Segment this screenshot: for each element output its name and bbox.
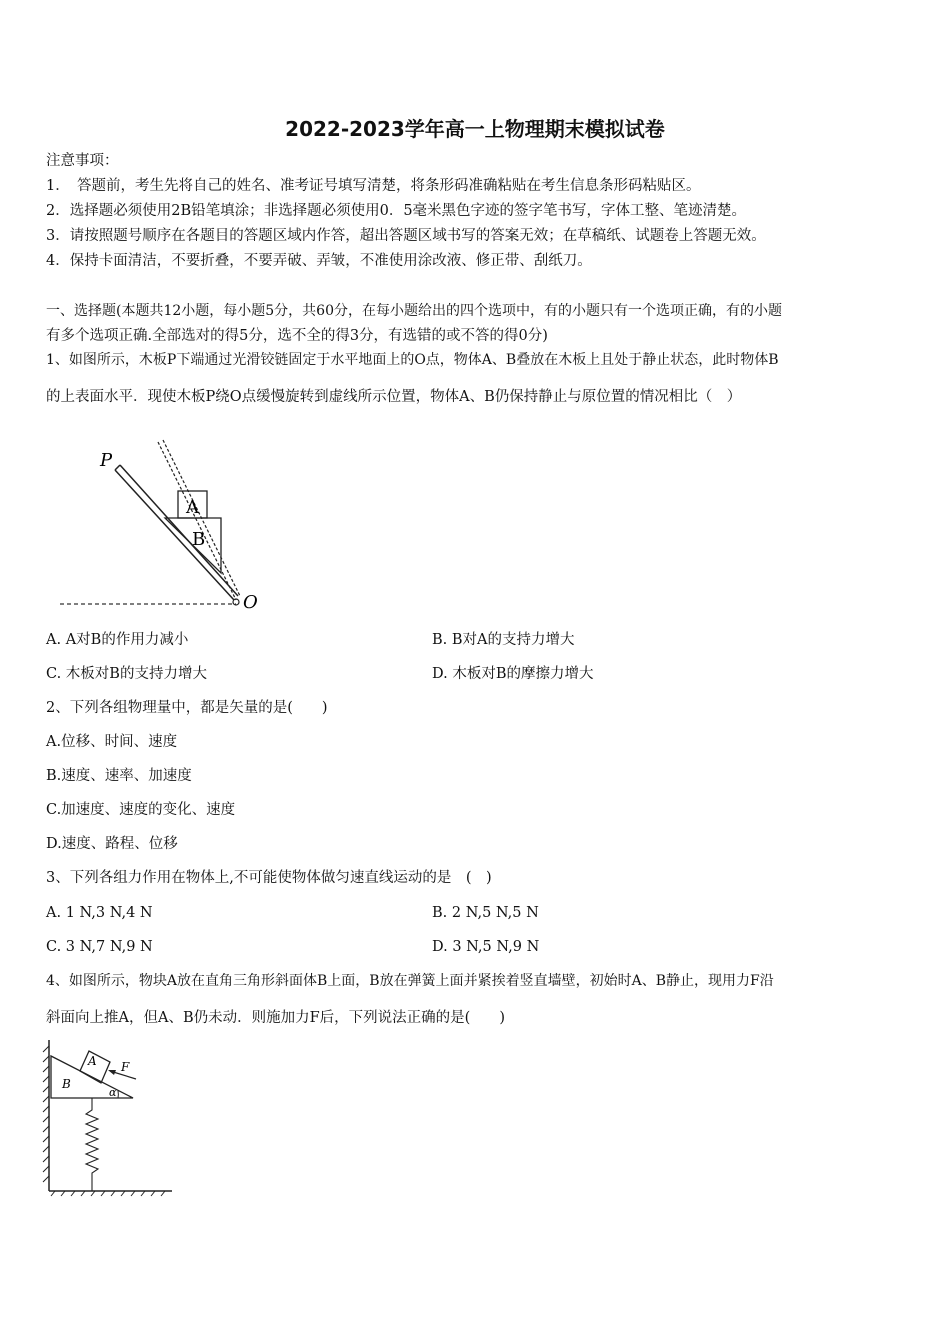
q2-option-d: D.速度、路程、位移 xyxy=(46,836,178,852)
q4-figure xyxy=(40,1038,180,1198)
notice-item-1: 1． 答题前，考生先将自己的姓名、准考证号填写清楚，将条形码准确粘贴在考生信息条形码粘贴区。 xyxy=(46,178,701,194)
q3-option-b: B. 2 N,5 N,5 N xyxy=(432,905,539,921)
spring xyxy=(86,1098,98,1191)
label-a: A xyxy=(88,1054,97,1068)
section-intro-line2: 有多个选项正确.全部选对的得5分，选不全的得3分，有选错的或不答的得0分) xyxy=(46,328,548,344)
label-p: P xyxy=(100,450,113,471)
q3-option-c: C. 3 N,7 N,9 N xyxy=(46,939,153,955)
board-p xyxy=(115,470,234,600)
label-o: O xyxy=(243,592,258,613)
q3-option-d: D. 3 N,5 N,9 N xyxy=(432,939,540,955)
label-b: B xyxy=(192,529,206,550)
q2-option-a: A.位移、时间、速度 xyxy=(46,734,178,750)
q1-option-d: D. 木板对B的摩擦力增大 xyxy=(432,666,594,682)
label-b: B xyxy=(62,1077,71,1091)
notice-item-4: 4．保持卡面清洁，不要折叠，不要弄破、弄皱，不准使用涂改液、修正带、刮纸刀。 xyxy=(46,253,592,269)
q1-stem-line2: 的上表面水平．现使木板P绕O点缓慢旋转到虚线所示位置，物体A、B仍保持静止与原位置的情况相比（ ） xyxy=(46,389,742,405)
section-intro-line1: 一、选择题(本题共12小题，每小题5分，共60分，在每小题给出的四个选项中，有的小题只有一个选项正确，有的小题 xyxy=(46,303,782,319)
label-f: F xyxy=(121,1060,130,1074)
q1-option-c: C. 木板对B的支持力增大 xyxy=(46,666,207,682)
label-alpha: α xyxy=(109,1086,117,1099)
q4-stem-line2: 斜面向上推A，但A、B仍未动．则施加力F后，下列说法正确的是( ) xyxy=(46,1010,505,1026)
notice-item-2: 2．选择题必须使用2B铅笔填涂；非选择题必须使用0．5毫米黑色字迹的签字笔书写，字体工整、笔迹清楚。 xyxy=(46,203,747,219)
q2-option-c: C.加速度、速度的变化、速度 xyxy=(46,802,236,818)
label-a: A xyxy=(186,497,199,518)
q1-figure xyxy=(40,430,320,630)
q4-stem-line1: 4、如图所示，物块A放在直角三角形斜面体B上面，B放在弹簧上面并紧挨着竖直墙壁，初始时A、B静止，现用力F沿 xyxy=(46,973,774,989)
page-title: 2022-2023学年高一上物理期末模拟试卷 xyxy=(285,117,665,141)
q1-option-b: B. B对A的支持力增大 xyxy=(432,632,575,648)
q3-option-a: A. 1 N,3 N,4 N xyxy=(46,905,153,921)
q2-option-b: B.速度、速率、加速度 xyxy=(46,768,192,784)
q3-stem: 3、下列各组力作用在物体上,不可能使物体做匀速直线运动的是 ( ) xyxy=(46,870,492,886)
notice-item-3: 3．请按照题号顺序在各题目的答题区域内作答，超出答题区域书写的答案无效；在草稿纸、试题卷上答题无效。 xyxy=(46,228,766,244)
q1-stem-line1: 1、如图所示，木板P下端通过光滑铰链固定于水平地面上的O点，物体A、B叠放在木板上且处于静止状态，此时物体B xyxy=(46,352,779,368)
notice-heading: 注意事项： xyxy=(46,153,119,169)
q2-stem: 2、下列各组物理量中，都是矢量的是( ) xyxy=(46,700,328,716)
q1-option-a: A. A对B的作用力减小 xyxy=(46,632,189,648)
